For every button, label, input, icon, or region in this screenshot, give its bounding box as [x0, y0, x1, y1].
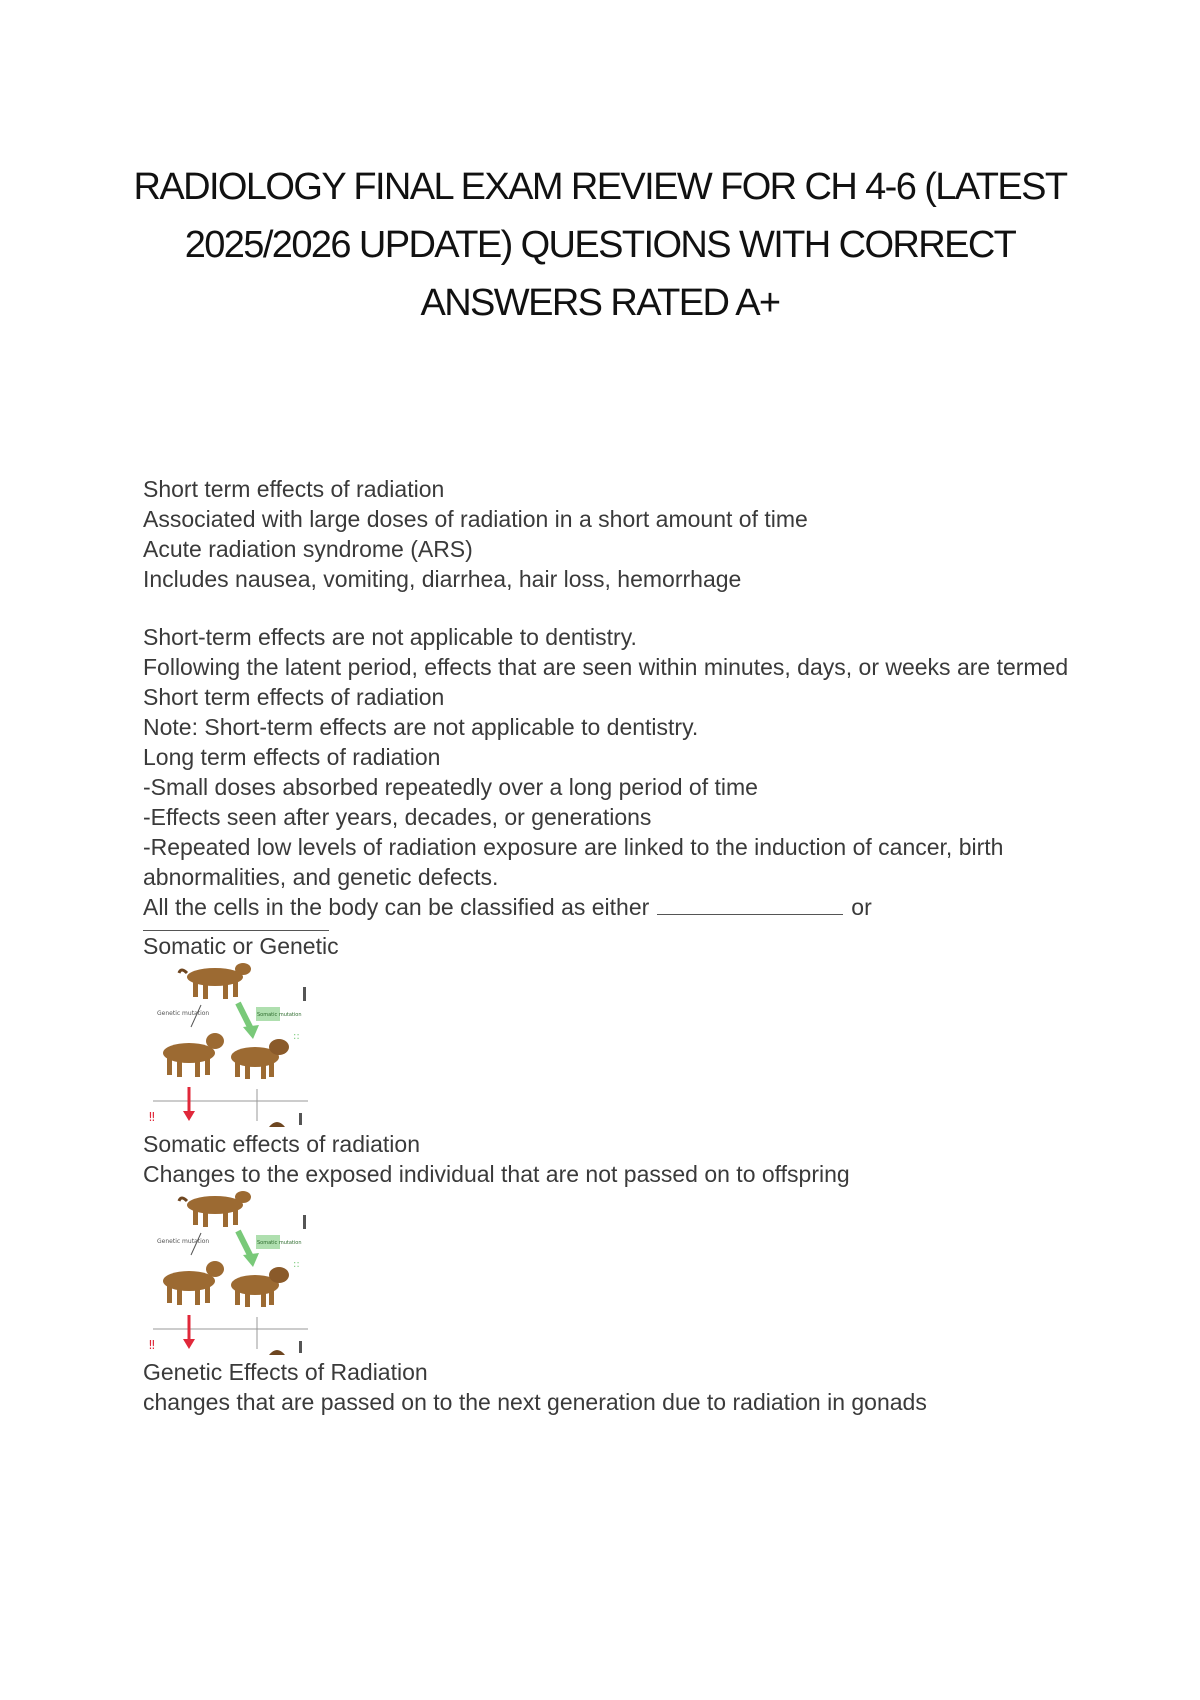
parent-dog-icon — [179, 963, 251, 999]
parent-dog-icon — [179, 1191, 251, 1227]
question-dentistry: Short-term effects are not applicable to dentistry. — [143, 624, 637, 650]
question-short-term: Short term effects of radiation — [143, 476, 445, 502]
question-genetic: Genetic Effects of Radiation — [143, 1359, 428, 1385]
fill-blank-2 — [143, 922, 329, 931]
answer-line: Associated with large doses of radiation in a short amount of time — [143, 506, 808, 532]
label-genetic: Genetic mutation — [157, 1238, 210, 1245]
answer-somatic-genetic: Somatic or Genetic — [143, 933, 339, 959]
answer-line: Includes nausea, vomiting, diarrhea, hair loss, hemorrhage — [143, 566, 742, 592]
offspring-dog-left-icon — [163, 1261, 224, 1305]
question-or: or — [851, 894, 872, 920]
offspring-dog-right-icon — [231, 1267, 289, 1307]
question-text: All the cells in the body can be classified as either — [143, 894, 650, 920]
svg-text:‼: ‼ — [149, 1110, 155, 1124]
answer-somatic: Changes to the exposed individual that are not passed on to offspring — [143, 1161, 850, 1187]
label-somatic: Somatic mutation — [257, 1240, 302, 1246]
question-long-term: Long term effects of radiation — [143, 744, 441, 770]
title-line-3: ANSWERS RATED A+ — [420, 282, 780, 324]
offspring-dog-right-icon — [231, 1039, 289, 1079]
label-somatic: Somatic mutation — [257, 1012, 302, 1018]
svg-text:::: :: — [293, 1259, 300, 1270]
svg-text:::: :: — [293, 1031, 300, 1042]
answer-note: Note: Short-term effects are not applicable to dentistry. — [143, 714, 699, 740]
question-latent-period: Following the latent period, effects that are seen within minutes, days, or weeks are termed — [143, 654, 1069, 680]
green-arrow-icon — [238, 1231, 251, 1257]
spacer — [143, 594, 1083, 622]
answer-line: -Small doses absorbed repeatedly over a long period of time — [143, 774, 758, 800]
title-line-2: 2025/2026 UPDATE) QUESTIONS WITH CORRECT — [184, 224, 1016, 266]
title-line-1: RADIOLOGY FINAL EXAM REVIEW FOR CH 4-6 (LATEST — [133, 166, 1067, 208]
svg-text:‼: ‼ — [149, 1338, 155, 1352]
answer-line: Acute radiation syndrome (ARS) — [143, 536, 473, 562]
offspring-dog-left-icon — [163, 1033, 224, 1077]
document-title — [120, 158, 1080, 332]
mutation-diagram — [143, 961, 313, 1129]
answer-short-term: Short term effects of radiation — [143, 684, 445, 710]
answer-line: -Repeated low levels of radiation exposure are linked to the induction of cancer, birth abnormalities, and genetic defects. — [143, 834, 1004, 890]
document-body — [143, 474, 1083, 1417]
label-genetic: Genetic mutation — [157, 1010, 210, 1017]
mutation-diagram — [143, 1189, 313, 1357]
fill-blank-1 — [657, 894, 843, 915]
question-cell-classification — [143, 892, 1083, 922]
answer-genetic: changes that are passed on to the next generation due to radiation in gonads — [143, 1389, 927, 1415]
answer-line: -Effects seen after years, decades, or generations — [143, 804, 652, 830]
green-arrow-icon — [238, 1003, 251, 1029]
question-somatic: Somatic effects of radiation — [143, 1131, 420, 1157]
